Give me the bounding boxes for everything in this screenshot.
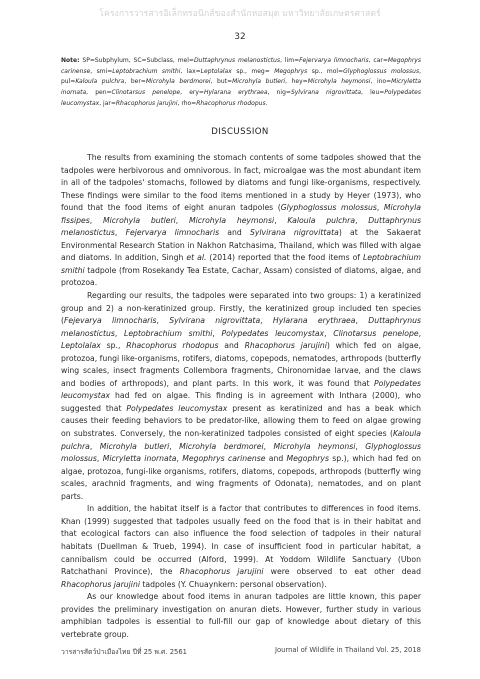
paragraph: In addition, the habitat itself is a factor that contributes to differences in food items. Khan (1999) suggested that tadpoles usually feed on the food that is in their habitat and that ecological factors can also influence the food selection of tadpoles in their natural habitats (Duellman & Trueb, 1994). In case of insufficient food in particular habitat, a cannibalism could be occurred (Alford, 1999). At Yoddom Wildlife Sanctuary (Ubon Ratchathani Province), the Rhacophorus jarujini were observed to eat other dead Rhacophorus jarujini tadpoles (Y. Chuaynkern: personal observation). <box>61 504 421 589</box>
discussion-body <box>61 152 421 641</box>
paragraph: Regarding our results, the tadpoles were separated into two groups: 1) a keratinized group and 2) a non-keratinized group. Firstly, the keratinized group included ten species (Fejevarya limnocharis, Sylvirana nigrovittata, Hylarana erythraea, Duttaphrynus melanostictus, Leptobrachium smithi, Polypedates leucomystax, Clinotarsus penelope, Leptolalax sp., Rhacophorus rhodopus and Rhacophorus jarujini) which fed on algae, protozoa, fungi like-organisms, rotifers, diatoms, copepods, nematodes, arthropods (butterfly wing scales, insect fragments Collembora fragments, Chironomidae larvae, and the claws and bodies of arthropods), and plant parts. In this work, it was found that Polypedates leucomystax had fed on algae. This finding is in agreement with Inthara (2000), who suggested that Polypedates leucomystax present as keratinized and has a beak which causes their feeding behaviors to be predator-like, allowing them to feed on algae growing on substrates. Conversely, the non-keratinized tadpoles consisted of eight species (Kaloula pulchra, Microhyla butleri, Microhyla berdmorei, Microhyla heymonsi, Glyphoglossus molossus, Micryletta inornata, Megophrys carinense and Megophrys sp.), which had fed on algae, protozoa, fungi-like organisms, rotifers, diatoms, copepods, arthropods (butterfly wing scales, arachnid fragments, and wing fragments of Odonata), nematodes, and on plant parts. <box>61 291 422 501</box>
footer-journal-english: Journal of Wildlife in Thailand Vol. 25, 2018 <box>274 646 421 654</box>
paragraph: As our knowledge about food items in anuran tadpoles are little known, this paper provides the preliminary investigation on anuran diets. However, further study in various amphibian tadpoles is essential to full-fill our gap of knowledge about dietary of this vertebrate group. <box>61 592 421 639</box>
watermark: โครงการวารสารอิเล็กทรอนิกส์ของสำนักหอสมุด มหาวิทยาลัยเกษตรศาสตร์ <box>99 9 381 19</box>
note-label: Note: <box>61 57 80 64</box>
page-number: 32 <box>234 32 246 42</box>
note-text: SP=Subphylum, SC=Subclass, mel=Duttaphrynus melanostictus, lim=Fejervarya limnocharis, car=Megophrys carinense, smi=Leptobrachium smithi, lax=Leptolalax sp., meg= Megophrys sp., mol=Glyphoglossus molossus, pul=Kaloula pulchra, ber=Microhyla berdmorei, but=Microhyla butleri, hey=Microhyla heymonsi, ino=Micryletta inornata, pen=Clinotarsus penelope, ery=Hylarana erythraea, nig=Sylvirana nigrovittata, leu=Polypedates leucomystax, jar=Rhacophorus jarujini, rho=Rhacophorus rhodopus. <box>61 57 422 107</box>
paragraph: The results from examining the stomach contents of some tadpoles showed that the tadpoles were herbivorous and omnivorous. In fact, microalgae was the most abundant item in all of the tadpoles' stomachs, followed by diatoms and fungi like-organisms, respectively. These findings were similar to the food items mentioned in a study by Heyer (1973), who found that the food items of eight anuran tadpoles (Glyphoglossus molossus, Microhyla fissipes, Microhyla butleri, Microhyla heymonsi, Kaloula pulchra, Duttaphrynus melanostictus, Fejervarya limnocharis and Sylvirana nigrovittata) at the Sakaerat Environmental Research Station in Nakhon Ratchasima, Thailand, which was filled with algae and diatoms. In addition, Singh et al. (2014) reported that the food items of Leptobrachium smithi tadpole (from Rosekandy Tea Estate, Cachar, Assam) consisted of diatoms, algae, and protozoa. <box>61 153 422 288</box>
section-heading: DISCUSSION <box>211 127 269 137</box>
footer-journal-thai: วารสารสัตว์ป่าเมืองไทย ปีที่ 25 พ.ศ. 2561 <box>61 648 187 656</box>
table-note <box>61 56 421 110</box>
